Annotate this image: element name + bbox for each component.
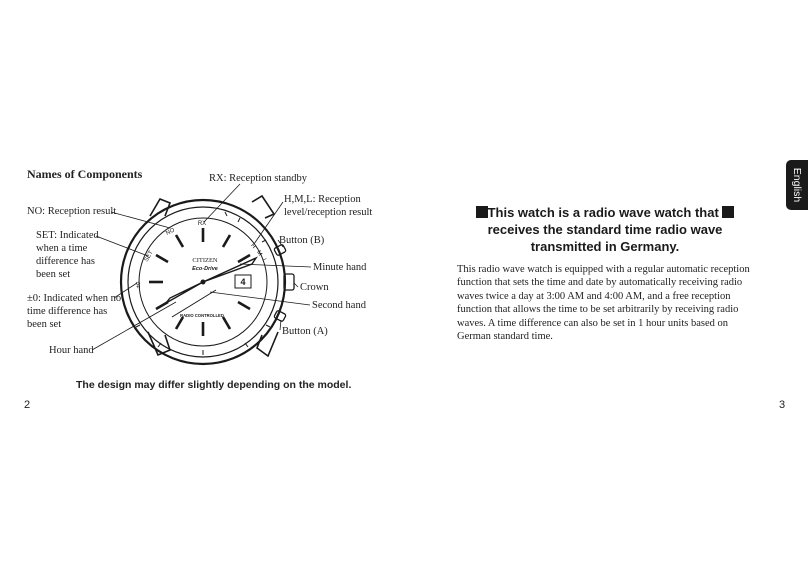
leader-button-a bbox=[280, 320, 281, 330]
hour-hand-label: Hour hand bbox=[49, 345, 94, 356]
mark-h: H bbox=[249, 242, 257, 250]
plus-minus-zero-label: ±0: Indicated when no time difference has been set bbox=[27, 293, 122, 330]
heading-square-icon bbox=[722, 206, 734, 218]
dial-radio-controlled: RADIO CONTROLLED bbox=[180, 313, 224, 318]
lug-upper-right bbox=[252, 196, 274, 218]
index-4 bbox=[238, 302, 250, 309]
index-1 bbox=[223, 235, 230, 247]
bezel-tick bbox=[238, 218, 240, 222]
dial-brand: CITIZEN bbox=[192, 257, 218, 264]
index-11 bbox=[176, 235, 183, 247]
button-b-label: Button (B) bbox=[279, 235, 325, 246]
rx-label: RX: Reception standby bbox=[209, 173, 307, 184]
set-label: SET: Indicated when a time difference has been set bbox=[36, 230, 99, 280]
design-disclaimer: The design may differ slightly depending on the model. bbox=[76, 379, 352, 391]
leader-second-hand bbox=[210, 292, 310, 305]
mark-pm0: ±0 bbox=[135, 281, 143, 289]
index-7 bbox=[176, 317, 183, 329]
leader-hour-hand bbox=[92, 302, 176, 350]
crown-label: Crown bbox=[300, 282, 329, 293]
heading-line-1: This watch is a radio wave watch that bbox=[440, 204, 770, 221]
lug-lower-right bbox=[257, 332, 278, 356]
heading-square-icon bbox=[476, 206, 488, 218]
mark-rx: RX bbox=[197, 221, 207, 227]
heading-line-2: receives the standard time radio wave bbox=[487, 222, 723, 237]
section-heading bbox=[440, 204, 770, 255]
mark-set: SET bbox=[143, 249, 155, 264]
language-tab-label: English bbox=[791, 167, 803, 203]
center-pin bbox=[201, 280, 206, 285]
hour-hand bbox=[166, 282, 203, 303]
dial-eco-drive: Eco-Drive bbox=[192, 266, 218, 272]
page-number-right: 3 bbox=[779, 399, 786, 411]
leader-set bbox=[96, 236, 148, 256]
leader-rx bbox=[204, 184, 240, 222]
bezel-tick bbox=[266, 325, 270, 327]
mark-l: L bbox=[260, 257, 268, 264]
bezel-tick bbox=[136, 325, 140, 327]
leader-pm0 bbox=[114, 283, 137, 298]
mark-m: M bbox=[254, 249, 263, 258]
language-tab bbox=[786, 160, 808, 210]
minute-hand-label: Minute hand bbox=[313, 262, 367, 273]
second-hand-label: Second hand bbox=[312, 300, 366, 311]
page-number-left: 2 bbox=[24, 399, 31, 411]
hml-label: H,M,L: Reception level/reception result bbox=[284, 194, 373, 218]
bezel-tick bbox=[225, 212, 227, 216]
section-title: Names of Components bbox=[27, 167, 143, 181]
mark-no: NO bbox=[165, 227, 176, 237]
button-a-label: Button (A) bbox=[282, 326, 328, 337]
index-5 bbox=[223, 317, 230, 329]
date-number: 4 bbox=[240, 277, 246, 287]
leader-hml bbox=[254, 202, 283, 244]
no-label: NO: Reception result bbox=[27, 206, 117, 217]
index-10 bbox=[156, 255, 168, 262]
body-paragraph: This radio wave watch is equipped with a regular automatic reception function that sets the time and date by automatically receiving radio waves twice a day at 3:00 AM and 4:00 AM, and a free reception function that allows the time to be set arbitrarily by receiving radio waves. A time difference can also be set in 1 hour units based on German standard time. bbox=[457, 264, 750, 343]
heading-line-3: transmitted in Germany. bbox=[530, 239, 680, 254]
